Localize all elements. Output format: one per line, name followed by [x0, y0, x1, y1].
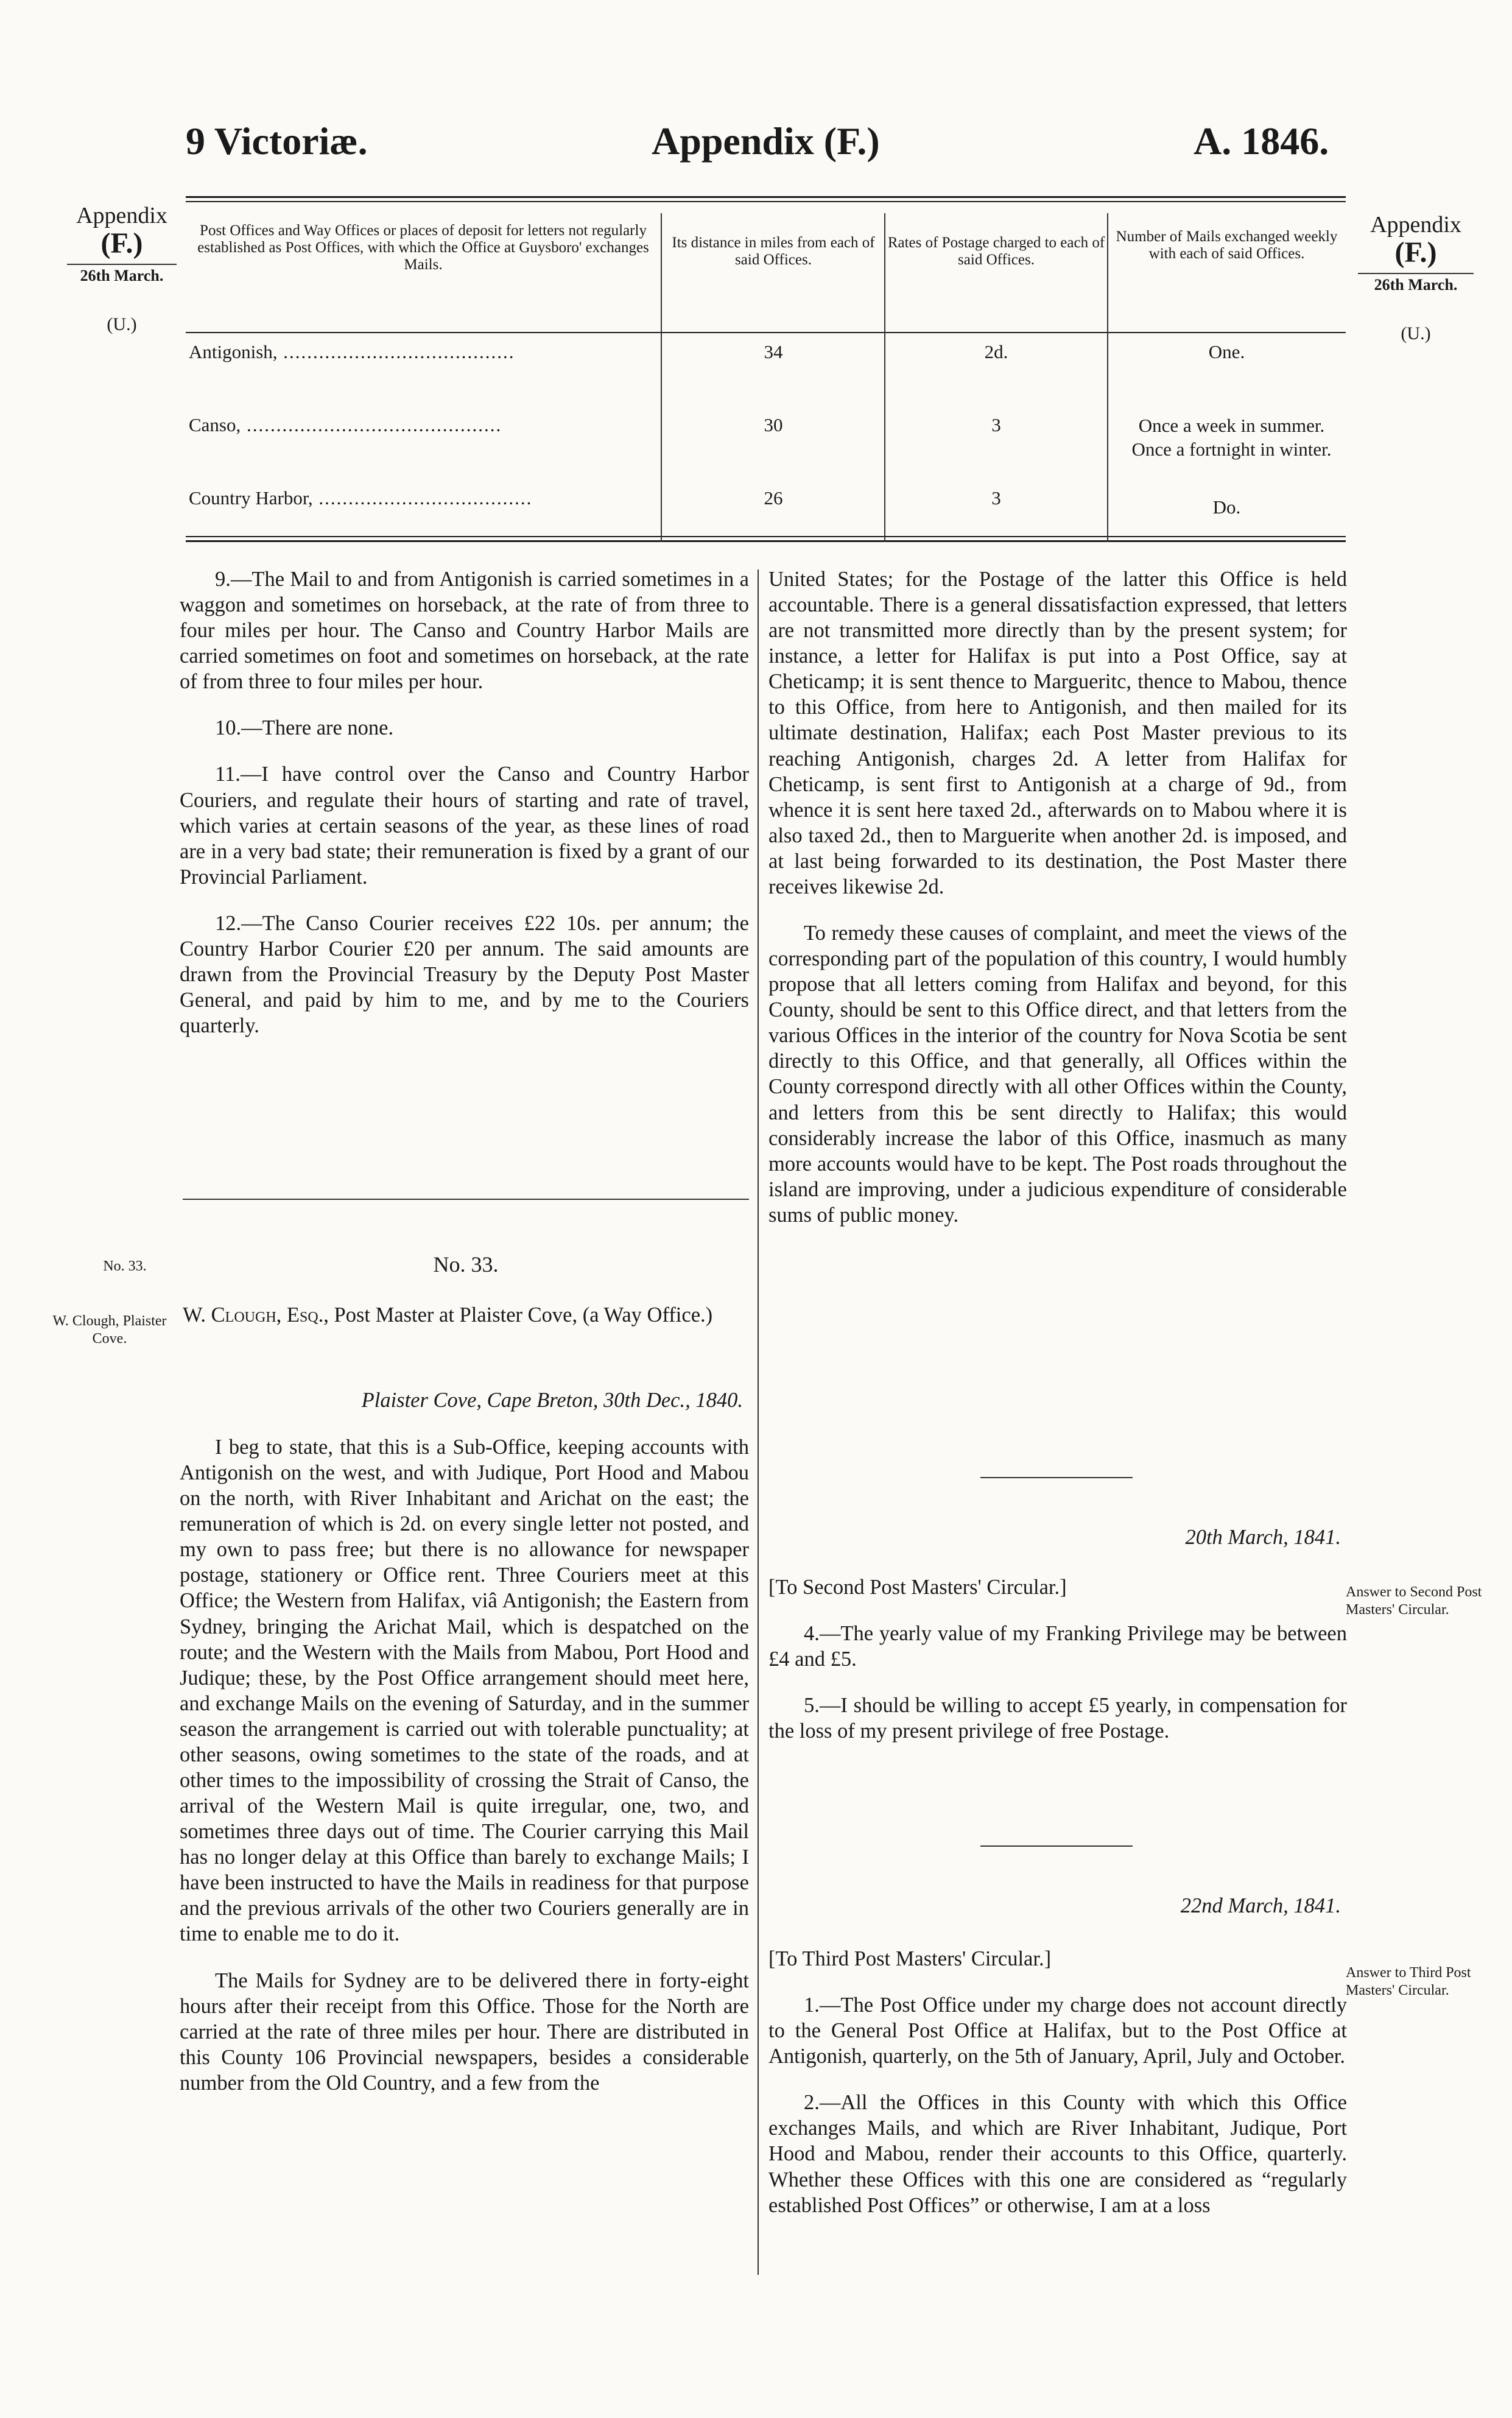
margin-appendix-left	[61, 204, 183, 334]
margin-date-right: 26th March.	[1374, 276, 1458, 294]
paragraph-2: 2.—All the Offices in this County with which this Office exchanges Mails, and which are River Inhabitant, Judique, Port Hood and Mabou, render their accounts to this Office, quarterly. Whether these Offices with this one are considered as “regularly established Post Offices” or otherwise, I am at a loss	[768, 2091, 1347, 2217]
th-offices: Post Offices and Way Offices or places of deposit for letters not regularly established as Post Offices, with which the Office at Guysboro' exchanges Mails.	[197, 222, 649, 273]
th-mails: Number of Mails exchanged weekly with each of said Offices.	[1116, 228, 1338, 262]
th-rates: Rates of Postage charged to each of said Offices.	[887, 234, 1105, 268]
header-year: A. 1846.	[1194, 119, 1329, 163]
paragraph-sydney: The Mails for Sydney are to be delivered there in forty-eight hours after their receipt from this Office. Those for the North are carried at the rate of three miles per hour. There are distributed in this County 106 Provincial newspapers, besides a considerable number from the Old Country, and a few from the	[180, 1969, 749, 2095]
section-rule	[980, 1845, 1133, 1847]
margin-appendix-right	[1352, 213, 1480, 343]
left-column-letter	[180, 1434, 749, 2117]
table-row: Country Harbor, ....................................	[189, 487, 533, 509]
paragraph-11: 11.—I have control over the Canso and Country Harbor Couriers, and regulate their hours of starting and rate of travel, which varies at certain seasons of the year, as these lines of road are in a very bad state; their remuneration is fixed by a grant of our Provincial Parliament.	[180, 763, 749, 889]
right-column	[768, 566, 1347, 1249]
paragraph-12: 12.—The Canso Courier receives £22 10s. per annum; the Country Harbor Courier £20 per annum. The said amounts are drawn from the Provincial Treasury by the Deputy Post Master General, and paid by him to me, and by me to the Couriers quarterly.	[180, 911, 749, 1038]
margin-note-answer-3: Answer to Third Post Masters' Circular.	[1346, 1965, 1471, 1998]
paragraph-remedy: To remedy these causes of complaint, and meet the views of the corresponding part of the population of this country, I would humbly propose that all letters coming from Halifax and beyond, for this County, should be sent to this Office direct, and that letters from the various Offices in the interior of the country for Nova Scotia be sent directly to this Office, and that generally, all Offices within the County correspond directly with all other Offices within the County, and letters from this be sent directly to Halifax; this would considerably increase the labor of this Office, inasmuch as many more accounts would have to be kept. The Post roads throughout the island are improving, under a judicious expenditure of considerable sums of public money.	[768, 922, 1347, 1227]
cell-mails: Once a week in summer. Once a fortnight in winter.	[1131, 415, 1332, 460]
cell-distance: 26	[764, 487, 783, 509]
left-column	[180, 566, 749, 1059]
margin-appendix-sub: (F.)	[100, 227, 143, 259]
margin-tag: (U.)	[107, 314, 137, 334]
letter-dateline: Plaister Cove, Cape Breton, 30th Dec., 1840.	[361, 1389, 743, 1412]
paragraph-10: 10.—There are none.	[215, 716, 394, 740]
letter-addressee	[183, 1302, 749, 1328]
paragraph-9: 9.—The Mail to and from Antigonish is carried sometimes in a waggon and sometimes on horseback, at the rate of from three to four miles per hour. The Canso and Country Harbor Mails are carried sometimes on foot and sometimes on horseback, at the rate of from three to four miles per hour.	[180, 568, 749, 694]
circular-2-heading: [To Second Post Masters' Circular.]	[768, 1576, 1067, 1599]
cell-distance: 34	[764, 341, 783, 362]
cell-office: Country Harbor,	[189, 487, 313, 509]
paragraph-state: I beg to state, that this is a Sub-Office, keeping accounts with Antigonish on the west, and with Judique, Port Hood and Mabou on the north, with River Inhabitant and Arichat on the east; the remuneration of which is 2d. on every single letter not posted, and my own to pass free; but there is no allowance for newspaper postage, stationery or Office rent. Three Couriers meet at this Office; the Western from Halifax, viâ Antigonish; the Eastern from Sydney, bringing the Arichat Mail, which is despatched on the route; and the Western with the Mails from Mabou, Port Hood and Judique; these, by the Post Office arrangement should meet here, and exchange Mails on the evening of Saturday, and in the summer season the arrangement is carried out with tolerable punctuality; at other seasons, owing sometimes to the state of the roads, and at other times to the impossibility of crossing the Strait of Canso, the arrival of the Western Mail is quite irregular, one, two, and sometimes three days out of time. The Courier carrying this Mail has no longer delay at this Office than barely to exchange Mails; I have been instructed to have the Mails in readiness for that purpose and the previous arrivals of the other two Couriers generally are in time to enable me to do it.	[180, 1436, 749, 1946]
date-march-22: 22nd March, 1841.	[1180, 1894, 1341, 1917]
table-row: Canso, ...........................................	[189, 414, 502, 435]
date-march-20: 20th March, 1841.	[1185, 1526, 1341, 1549]
paragraph-5: 5.—I should be willing to accept £5 yearly, in compensation for the loss of my present privilege of free Postage.	[768, 1694, 1347, 1743]
letter-number: No. 33.	[433, 1252, 499, 1277]
margin-note-clough: W. Clough, Plaister Cove.	[52, 1313, 167, 1347]
header-appendix: Appendix (F.)	[652, 119, 880, 163]
paragraph-united-states: United States; for the Postage of the latter this Office is held accountable. There is a general dissatisfaction expressed, that letters are not transmitted more directly than by the present system; for instance, a letter for Halifax is put into a Post Office, say at Cheticamp; it is sent thence to Margueritc, thence to Mabou, thence to this Office, from here to Antigonish, and then mailed for its ultimate destination, Halifax; each Post Master previous to its reaching Antigonish, charges 2d. A letter from Halifax for Cheticamp, is sent first to Antigonish at a charge of 9d., from whence it is sent here taxed 2d., afterwards on to Mabou where it is also taxed 2d., then to Marguerite when another 2d. is imposed, and at last being forwarded to its destination, the Post Master there receives likewise 2d.	[768, 568, 1347, 898]
paragraph-4: 4.—The yearly value of my Franking Privilege may be between £4 and £5.	[768, 1622, 1347, 1671]
cell-mails: Do.	[1212, 496, 1241, 518]
column-divider	[758, 569, 759, 2275]
cell-office: Canso,	[189, 414, 241, 435]
header-volume: 9 Victoriæ.	[186, 119, 368, 163]
th-distance: Its distance in miles from each of said Offices.	[672, 234, 875, 268]
margin-date: 26th March.	[80, 267, 164, 285]
section-rule	[183, 1199, 749, 1200]
cell-rate: 3	[991, 487, 1001, 509]
addressee-title: Post Master at Plaister Cove, (a Way Office.)	[328, 1303, 713, 1327]
cell-mails: One.	[1208, 341, 1245, 362]
table-row: Antigonish, .......................................	[189, 341, 515, 362]
addressee-name: W. Clough, Esq.,	[183, 1303, 329, 1327]
margin-note-answer-2: Answer to Second Post Masters' Circular.	[1346, 1584, 1482, 1618]
cell-office: Antigonish,	[189, 341, 278, 362]
section-rule	[980, 1477, 1133, 1478]
margin-appendix-title: Appendix	[76, 203, 167, 228]
margin-tag-right: (U.)	[1401, 323, 1431, 344]
margin-appendix-title-right: Appendix	[1370, 212, 1461, 238]
cell-rate: 2d.	[984, 341, 1008, 362]
margin-appendix-sub-right: (F.)	[1394, 236, 1437, 269]
paragraph-1: 1.—The Post Office under my charge does not account directly to the General Post Office at Halifax, but to the Post Office at Antigonish, quarterly, on the 5th of January, April, July and October.	[768, 1993, 1347, 2068]
cell-rate: 3	[991, 414, 1001, 435]
right-column-circular-2	[768, 1574, 1347, 1764]
margin-note-no33: No. 33.	[103, 1258, 147, 1274]
right-column-circular-3	[768, 1946, 1347, 2239]
cell-distance: 30	[764, 414, 783, 435]
circular-3-heading: [To Third Post Masters' Circular.]	[768, 1947, 1052, 1970]
